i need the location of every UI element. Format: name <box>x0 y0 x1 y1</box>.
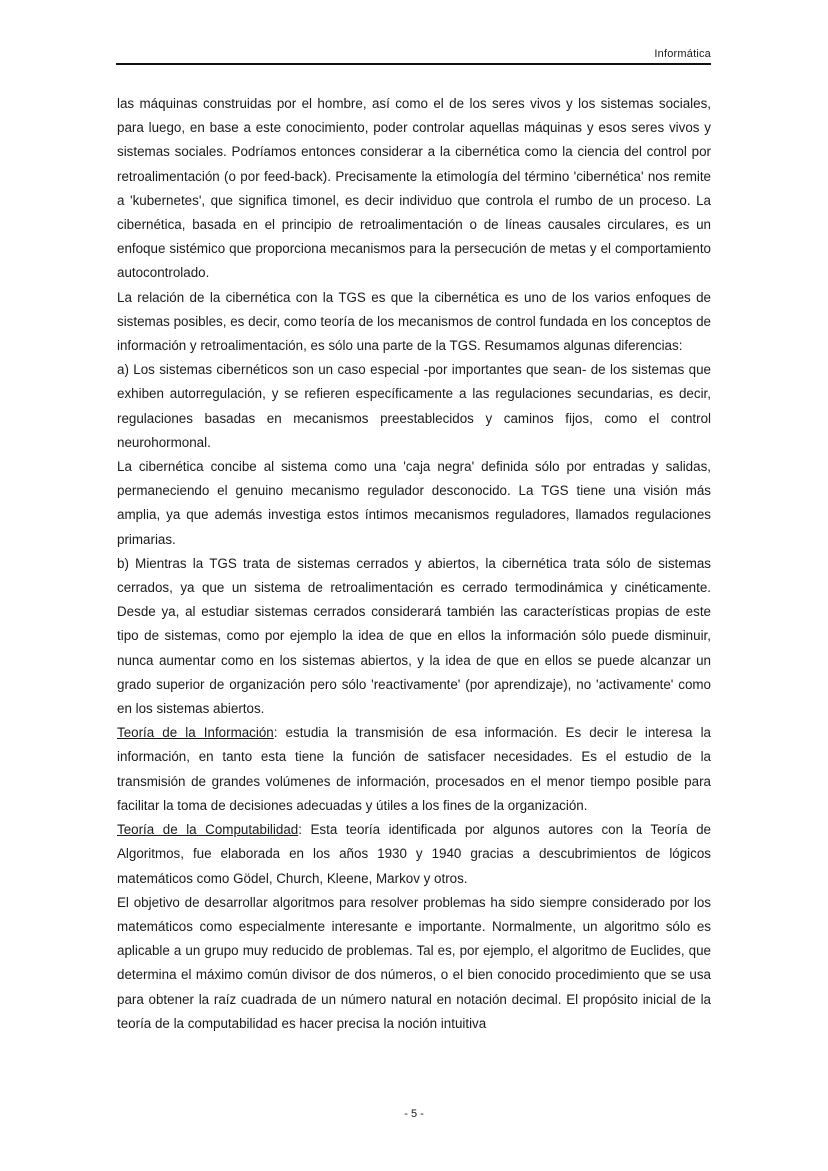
computability-theory-text: : Esta teoría identificada por algunos autores con la Teoría de Algoritmos, fue elaborada en los años 1930 y 1940 gracias a descubrimientos de lógicos matemáticos como Gödel, Church, Kleene, Markov y otros. <box>117 822 711 886</box>
term-computability-theory: Teoría de la Computabilidad <box>117 822 299 838</box>
paragraph-black-box: La cibernética concibe al sistema como una 'caja negra' definida sólo por entradas y salidas, permaneciendo el genuino mecanismo regulador desconocido. La TGS tiene una visión más amplia, ya que además investiga estos íntimos mecanismos reguladores, llamados regulaciones primarias. <box>117 459 711 547</box>
document-body <box>117 92 711 1036</box>
paragraph-cybernetics-tgs-relation: La relación de la cibernética con la TGS es que la cibernética es uno de los varios enfoques de sistemas posibles, es decir, como teoría de los mecanismos de control fundada en los conceptos de información y retroalimentación, es sólo una parte de la TGS. Resumamos algunas diferencias: <box>117 289 711 354</box>
header-title: Informática <box>654 48 711 60</box>
page-footer <box>0 1108 828 1120</box>
header-rule <box>116 63 711 65</box>
paragraph-difference-b: b) Mientras la TGS trata de sistemas cerrados y abiertos, la cibernética trata sólo de sistemas cerrados, ya que un sistema de retroalimentación es cerrado termodinámica y cinéticamente. Desde ya, al estudiar sistemas cerrados considerará también las características propias de este tipo de sistemas, como por ejemplo la idea de que en ellos la información sólo puede disminuir, nunca aumentar como en los sistemas abiertos, y la idea de que en ellos se puede alcanzar un grado superior de organización pero sólo 'reactivamente' (por aprendizaje), no 'activamente' como en los sistemas abiertos. <box>117 555 711 717</box>
term-information-theory: Teoría de la Información <box>117 725 274 741</box>
paragraph-algorithms: El objetivo de desarrollar algoritmos para resolver problemas ha sido siempre considerado por los matemáticos como especialmente interesante e importante. Normalmente, un algoritmo sólo es aplicable a un grupo muy reducido de problemas. Tal es, por ejemplo, el algoritmo de Euclides, que determina el máximo común divisor de dos números, o el bien conocido procedimiento que se usa para obtener la raíz cuadrada de un número natural en notación decimal. El propósito inicial de la teoría de la computabilidad es hacer precisa la noción intuitiva <box>117 894 711 1031</box>
information-theory-text: : estudia la transmisión de esa información. Es decir le interesa la información, en tanto esta tiene la función de satisfacer necesidades. Es el estudio de la transmisión de grandes volúmenes de información, procesados en el menor tiempo posible para facilitar la toma de decisiones adecuadas y útiles a los fines de la organización. <box>117 725 712 813</box>
paragraph-computability-theory <box>117 818 711 891</box>
paragraph-cybernetics-definition: las máquinas construidas por el hombre, así como el de los seres vivos y los sistemas sociales, para luego, en base a este conocimiento, poder controlar aquellas máquinas y esos seres vivos y sistemas sociales. Podríamos entonces considerar a la cibernética como la ciencia del control por retroalimentación (o por feed-back). Precisamente la etimología del término 'cibernética' nos remite a 'kubernetes', que significa timonel, es decir individuo que controla el rumbo de un proceso. La cibernética, basada en el principio de retroalimentación o de líneas causales circulares, es un enfoque sistémico que proporciona mecanismos para la persecución de metas y el comportamiento autocontrolado. <box>117 96 711 281</box>
page-number: - 5 - <box>404 1108 424 1120</box>
paragraph-information-theory <box>117 721 711 818</box>
paragraph-difference-a: a) Los sistemas cibernéticos son un caso especial -por importantes que sean- de los sistemas que exhiben autorregulación, y se refieren específicamente a las regulaciones secundarias, es decir, regulaciones basadas en mecanismos preestablecidos y caminos fijos, como el control neurohormonal. <box>117 362 711 450</box>
page-header <box>116 48 711 66</box>
